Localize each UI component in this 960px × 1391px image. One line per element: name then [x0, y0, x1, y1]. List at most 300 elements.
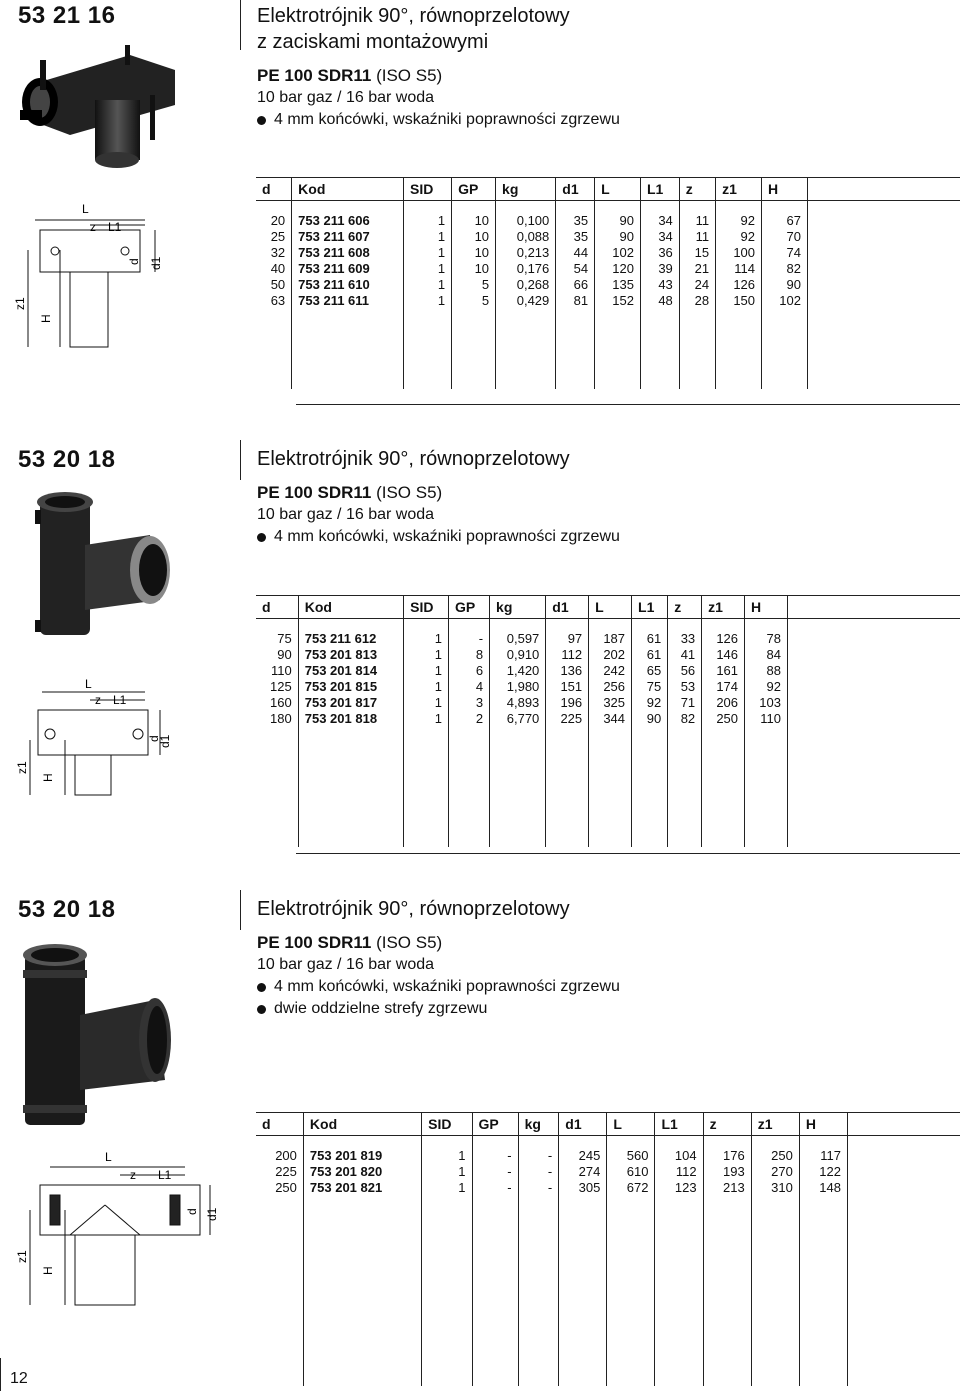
col-header: z — [679, 178, 715, 201]
spacer-row — [256, 1136, 960, 1149]
table-cell: 81 — [556, 293, 595, 309]
table-row — [256, 711, 960, 727]
col-header: H — [799, 1113, 847, 1136]
table-cell-empty — [788, 631, 960, 647]
col-header: SID — [422, 1113, 472, 1136]
table-cell: 8 — [449, 647, 490, 663]
table-row — [256, 663, 960, 679]
table-cell: 225 — [546, 711, 589, 727]
col-header: d — [256, 1113, 303, 1136]
table-row — [256, 277, 960, 293]
table-cell: - — [472, 1148, 518, 1164]
table-cell: 5 — [452, 277, 496, 293]
table-cell: 305 — [559, 1180, 607, 1196]
product-code: 53 20 18 — [18, 896, 116, 923]
table-cell: 176 — [703, 1148, 751, 1164]
table-cell: 75 — [256, 631, 298, 647]
table-cell: 112 — [546, 647, 589, 663]
table-cell: 250 — [256, 1180, 303, 1196]
dim-label-z: z — [95, 693, 101, 707]
table-cell: 32 — [256, 245, 292, 261]
material-spec: PE 100 SDR11 (ISO S5) — [257, 66, 443, 85]
vertical-divider — [240, 0, 241, 50]
table-cell: 150 — [716, 293, 762, 309]
table-cell: 56 — [668, 663, 702, 679]
table-cell-empty — [848, 1164, 960, 1180]
col-header: d1 — [559, 1113, 607, 1136]
table-cell: 1 — [404, 293, 452, 309]
table-cell: 242 — [589, 663, 632, 679]
table-cell: 117 — [799, 1148, 847, 1164]
col-header: kg — [490, 596, 546, 619]
table-cell: 35 — [556, 229, 595, 245]
table-row — [256, 245, 960, 261]
table-cell: 10 — [452, 229, 496, 245]
product-code-cell: 753 211 608 — [292, 245, 404, 261]
table-cell: 84 — [745, 647, 788, 663]
product-code-cell: 753 211 606 — [292, 213, 404, 229]
table-row — [256, 261, 960, 277]
dim-label-H: H — [41, 773, 55, 782]
product-info — [257, 3, 620, 131]
table-cell: 39 — [640, 261, 679, 277]
table-cell: 1 — [404, 663, 449, 679]
col-header: kg — [518, 1113, 559, 1136]
dim-label-H: H — [41, 1266, 55, 1275]
table-cell: 0,088 — [496, 229, 556, 245]
col-header: z1 — [716, 178, 762, 201]
table-cell: 112 — [655, 1164, 703, 1180]
pressure-rating: 10 bar gaz / 16 bar woda — [257, 506, 435, 523]
pressure-rating: 10 bar gaz / 16 bar woda — [257, 956, 435, 973]
col-header-empty — [788, 596, 960, 619]
table-row — [256, 1164, 960, 1180]
table-cell: 1 — [404, 245, 452, 261]
product-code-cell: 753 201 813 — [298, 647, 403, 663]
tail-row — [256, 1196, 960, 1386]
table-cell: 1 — [404, 711, 449, 727]
col-header: GP — [452, 178, 496, 201]
table-cell: 0,429 — [496, 293, 556, 309]
table-cell: 11 — [679, 229, 715, 245]
table-cell: 11 — [679, 213, 715, 229]
technical-drawing — [10, 670, 170, 800]
col-header-empty — [848, 1113, 960, 1136]
table-cell-empty — [848, 1148, 960, 1164]
table-cell: 325 — [589, 695, 632, 711]
product-code-cell: 753 201 821 — [303, 1180, 421, 1196]
dim-label-d: d — [127, 258, 141, 265]
product-code: 53 20 18 — [18, 446, 116, 473]
table-cell: 21 — [679, 261, 715, 277]
table-cell: 40 — [256, 261, 292, 277]
col-header: d1 — [556, 178, 595, 201]
table-cell: 1,980 — [490, 679, 546, 695]
table-cell: 10 — [452, 245, 496, 261]
technical-drawing — [10, 1145, 220, 1310]
table-cell-empty — [788, 679, 960, 695]
section-divider — [296, 853, 960, 854]
dim-label-d1: d1 — [158, 734, 172, 748]
tail-row — [256, 727, 960, 847]
col-header: GP — [472, 1113, 518, 1136]
table-cell: 213 — [703, 1180, 751, 1196]
table-cell: 0,100 — [496, 213, 556, 229]
table-cell: 74 — [762, 245, 808, 261]
bullet-dot-icon — [257, 983, 266, 992]
spec-table — [256, 1112, 960, 1386]
col-header: L1 — [640, 178, 679, 201]
dim-label-z: z — [130, 1168, 136, 1182]
table-cell: 54 — [556, 261, 595, 277]
table-cell: 4 — [449, 679, 490, 695]
product-code-cell: 753 201 815 — [298, 679, 403, 695]
bullet-dot-icon — [257, 116, 266, 125]
technical-drawing — [10, 195, 170, 360]
table-cell: 0,176 — [496, 261, 556, 277]
table-cell: 225 — [256, 1164, 303, 1180]
table-cell: 1 — [404, 229, 452, 245]
table-cell: 20 — [256, 213, 292, 229]
dim-label-L: L — [105, 1150, 112, 1164]
col-header: H — [745, 596, 788, 619]
dim-label-z1: z1 — [13, 297, 27, 310]
table-cell-empty — [788, 647, 960, 663]
spacer-row — [256, 619, 960, 632]
table-row — [256, 679, 960, 695]
product-info — [257, 896, 620, 1020]
bullet-dot-icon — [257, 1005, 266, 1014]
table-row — [256, 1180, 960, 1196]
table-cell: 123 — [655, 1180, 703, 1196]
table-cell: 67 — [762, 213, 808, 229]
col-header: Kod — [292, 178, 404, 201]
table-cell: 122 — [799, 1164, 847, 1180]
col-header: L1 — [632, 596, 668, 619]
table-cell: 15 — [679, 245, 715, 261]
table-cell: 1 — [404, 277, 452, 293]
section-2 — [0, 440, 960, 860]
table-cell: 135 — [595, 277, 641, 293]
page-number: 12 — [10, 1370, 28, 1387]
table-cell: 161 — [702, 663, 745, 679]
table-body — [256, 201, 960, 390]
table-cell-empty — [808, 213, 960, 229]
table-cell: 28 — [679, 293, 715, 309]
table-cell-empty — [808, 293, 960, 309]
table-cell: 82 — [668, 711, 702, 727]
table-cell: - — [472, 1164, 518, 1180]
vertical-divider — [240, 890, 241, 930]
product-code-cell: 753 211 609 — [292, 261, 404, 277]
table-cell-empty — [808, 229, 960, 245]
product-photo — [10, 40, 185, 170]
table-cell: 1 — [404, 679, 449, 695]
material-spec: PE 100 SDR11 (ISO S5) — [257, 483, 443, 502]
table-cell: 41 — [668, 647, 702, 663]
dim-label-L: L — [85, 677, 92, 691]
table-cell: 24 — [679, 277, 715, 293]
col-header: d1 — [546, 596, 589, 619]
table-body — [256, 619, 960, 848]
table-row — [256, 631, 960, 647]
feature-bullet: dwie oddzielne strefy zgrzewu — [257, 998, 620, 1020]
table-cell: 10 — [452, 213, 496, 229]
table-cell: 65 — [632, 663, 668, 679]
bullet-dot-icon — [257, 533, 266, 542]
table-cell: 202 — [589, 647, 632, 663]
table-cell: 92 — [716, 213, 762, 229]
table-cell: 66 — [556, 277, 595, 293]
table-cell: 90 — [762, 277, 808, 293]
table-cell: 92 — [745, 679, 788, 695]
table-cell: 90 — [256, 647, 298, 663]
table-cell: 1 — [404, 695, 449, 711]
table-cell: 102 — [595, 245, 641, 261]
table-cell: 34 — [640, 229, 679, 245]
table-cell: 125 — [256, 679, 298, 695]
table-row — [256, 1148, 960, 1164]
col-header: L1 — [655, 1113, 703, 1136]
table-cell-empty — [808, 245, 960, 261]
table-cell: 92 — [632, 695, 668, 711]
table-cell: 1 — [422, 1164, 472, 1180]
table-cell: 310 — [751, 1180, 799, 1196]
pressure-rating: 10 bar gaz / 16 bar woda — [257, 89, 435, 106]
dim-label-L1: L1 — [108, 220, 122, 234]
table-cell: 33 — [668, 631, 702, 647]
product-code-cell: 753 211 612 — [298, 631, 403, 647]
table-cell: 1 — [422, 1180, 472, 1196]
col-header: z — [668, 596, 702, 619]
table-cell: 48 — [640, 293, 679, 309]
table-cell: 1 — [404, 631, 449, 647]
table-cell: 110 — [256, 663, 298, 679]
table-cell: 1 — [422, 1148, 472, 1164]
table-cell: 75 — [632, 679, 668, 695]
product-code-cell: 753 201 819 — [303, 1148, 421, 1164]
dim-label-d: d — [185, 1208, 199, 1215]
tail-row — [256, 309, 960, 389]
table-cell: 53 — [668, 679, 702, 695]
table-cell: 90 — [595, 213, 641, 229]
table-cell: 120 — [595, 261, 641, 277]
table-cell: 187 — [589, 631, 632, 647]
table-cell: 100 — [716, 245, 762, 261]
table-cell: 1 — [404, 213, 452, 229]
table-cell: 97 — [546, 631, 589, 647]
table-cell: 103 — [745, 695, 788, 711]
col-header: kg — [496, 178, 556, 201]
table-cell: 160 — [256, 695, 298, 711]
col-header: L — [607, 1113, 655, 1136]
col-header: SID — [404, 178, 452, 201]
col-header: Kod — [303, 1113, 421, 1136]
spacer-row — [256, 201, 960, 214]
table-body — [256, 1136, 960, 1387]
dim-label-z1: z1 — [15, 1250, 29, 1263]
table-row — [256, 213, 960, 229]
col-header: L — [595, 178, 641, 201]
product-code-cell: 753 201 818 — [298, 711, 403, 727]
col-header: z — [703, 1113, 751, 1136]
table-cell: 151 — [546, 679, 589, 695]
table-cell: 2 — [449, 711, 490, 727]
col-header: d — [256, 178, 292, 201]
table-cell: 344 — [589, 711, 632, 727]
table-row — [256, 229, 960, 245]
col-header: L — [589, 596, 632, 619]
dim-label-L1: L1 — [113, 693, 127, 707]
table-cell-empty — [848, 1180, 960, 1196]
table-cell: 1 — [404, 647, 449, 663]
table-cell: 92 — [716, 229, 762, 245]
table-cell: 1,420 — [490, 663, 546, 679]
dim-label-d1: d1 — [205, 1207, 219, 1221]
table-cell-empty — [808, 277, 960, 293]
table-cell: 35 — [556, 213, 595, 229]
table-cell-empty — [788, 695, 960, 711]
col-header: GP — [449, 596, 490, 619]
product-code-cell: 753 211 610 — [292, 277, 404, 293]
table-cell: 90 — [632, 711, 668, 727]
table-cell: 88 — [745, 663, 788, 679]
col-header: SID — [404, 596, 449, 619]
product-photo — [25, 490, 175, 640]
table-cell: 34 — [640, 213, 679, 229]
table-cell: 672 — [607, 1180, 655, 1196]
table-cell: 3 — [449, 695, 490, 711]
col-header: H — [762, 178, 808, 201]
section-3 — [0, 890, 960, 1360]
table-cell: 0,910 — [490, 647, 546, 663]
table-cell: 193 — [703, 1164, 751, 1180]
material-spec: PE 100 SDR11 (ISO S5) — [257, 933, 443, 952]
table-cell: 5 — [452, 293, 496, 309]
table-cell: 43 — [640, 277, 679, 293]
table-cell: 6 — [449, 663, 490, 679]
table-cell: 50 — [256, 277, 292, 293]
table-cell: - — [449, 631, 490, 647]
product-title-line-1: Elektrotrójnik 90°, równoprzelotowy — [257, 898, 570, 920]
table-cell: 4,893 — [490, 695, 546, 711]
table-cell: 61 — [632, 647, 668, 663]
table-cell: 36 — [640, 245, 679, 261]
table-cell: 250 — [751, 1148, 799, 1164]
product-code-cell: 753 201 814 — [298, 663, 403, 679]
table-cell: 256 — [589, 679, 632, 695]
table-cell: 250 — [702, 711, 745, 727]
table-cell: 25 — [256, 229, 292, 245]
table-cell: 148 — [799, 1180, 847, 1196]
table-cell: 126 — [716, 277, 762, 293]
product-code-cell: 753 211 611 — [292, 293, 404, 309]
product-title-line-1: Elektrotrójnik 90°, równoprzelotowy — [257, 5, 570, 27]
dim-label-d: d — [147, 735, 161, 742]
dim-label-L1: L1 — [158, 1168, 172, 1182]
col-header: d — [256, 596, 298, 619]
table-cell: - — [518, 1164, 559, 1180]
table-cell: 82 — [762, 261, 808, 277]
table-cell: 196 — [546, 695, 589, 711]
table-cell: 63 — [256, 293, 292, 309]
table-cell: 0,213 — [496, 245, 556, 261]
table-cell: 126 — [702, 631, 745, 647]
col-header-empty — [808, 178, 960, 201]
table-cell-empty — [788, 711, 960, 727]
product-code-cell: 753 211 607 — [292, 229, 404, 245]
product-code: 53 21 16 — [18, 2, 116, 29]
product-title-line-2: z zaciskami montażowymi — [257, 31, 489, 53]
table-cell: 206 — [702, 695, 745, 711]
table-cell: - — [518, 1180, 559, 1196]
col-header: z1 — [751, 1113, 799, 1136]
table-cell: 44 — [556, 245, 595, 261]
col-header: z1 — [702, 596, 745, 619]
product-info — [257, 446, 620, 548]
table-cell: - — [518, 1148, 559, 1164]
table-cell: 6,770 — [490, 711, 546, 727]
product-photo — [15, 940, 175, 1130]
section-1 — [0, 0, 960, 410]
table-cell: 136 — [546, 663, 589, 679]
product-code-cell: 753 201 817 — [298, 695, 403, 711]
table-cell-empty — [788, 663, 960, 679]
table-cell: 0,268 — [496, 277, 556, 293]
table-cell: 200 — [256, 1148, 303, 1164]
dim-label-d1: d1 — [149, 256, 163, 270]
table-cell: 274 — [559, 1164, 607, 1180]
section-divider — [296, 404, 960, 405]
table-cell: 174 — [702, 679, 745, 695]
col-header: Kod — [298, 596, 403, 619]
table-cell: 90 — [595, 229, 641, 245]
table-cell: 61 — [632, 631, 668, 647]
table-cell: 70 — [762, 229, 808, 245]
table-cell: 104 — [655, 1148, 703, 1164]
feature-bullet: 4 mm końcówki, wskaźniki poprawności zgrzewu — [257, 109, 620, 131]
table-cell: 114 — [716, 261, 762, 277]
product-code-cell: 753 201 820 — [303, 1164, 421, 1180]
table-cell: 146 — [702, 647, 745, 663]
spec-table — [256, 177, 960, 389]
table-cell: 560 — [607, 1148, 655, 1164]
table-cell: 180 — [256, 711, 298, 727]
product-title-line-1: Elektrotrójnik 90°, równoprzelotowy — [257, 448, 570, 470]
table-cell: 610 — [607, 1164, 655, 1180]
feature-bullet: 4 mm końcówki, wskaźniki poprawności zgrzewu — [257, 526, 620, 548]
table-row — [256, 293, 960, 309]
vertical-divider — [240, 440, 241, 480]
table-cell: 71 — [668, 695, 702, 711]
table-row — [256, 695, 960, 711]
dim-label-z1: z1 — [15, 761, 29, 774]
feature-bullet: 4 mm końcówki, wskaźniki poprawności zgrzewu — [257, 976, 620, 998]
dim-label-z: z — [90, 220, 96, 234]
table-cell-empty — [808, 261, 960, 277]
table-cell: 1 — [404, 261, 452, 277]
table-cell: 10 — [452, 261, 496, 277]
spec-table — [256, 595, 960, 847]
table-cell: 245 — [559, 1148, 607, 1164]
table-cell: 102 — [762, 293, 808, 309]
dim-label-H: H — [39, 314, 53, 323]
table-cell: 78 — [745, 631, 788, 647]
table-row — [256, 647, 960, 663]
page-number-rule — [0, 1358, 1, 1391]
table-cell: 0,597 — [490, 631, 546, 647]
dim-label-L: L — [82, 202, 89, 216]
